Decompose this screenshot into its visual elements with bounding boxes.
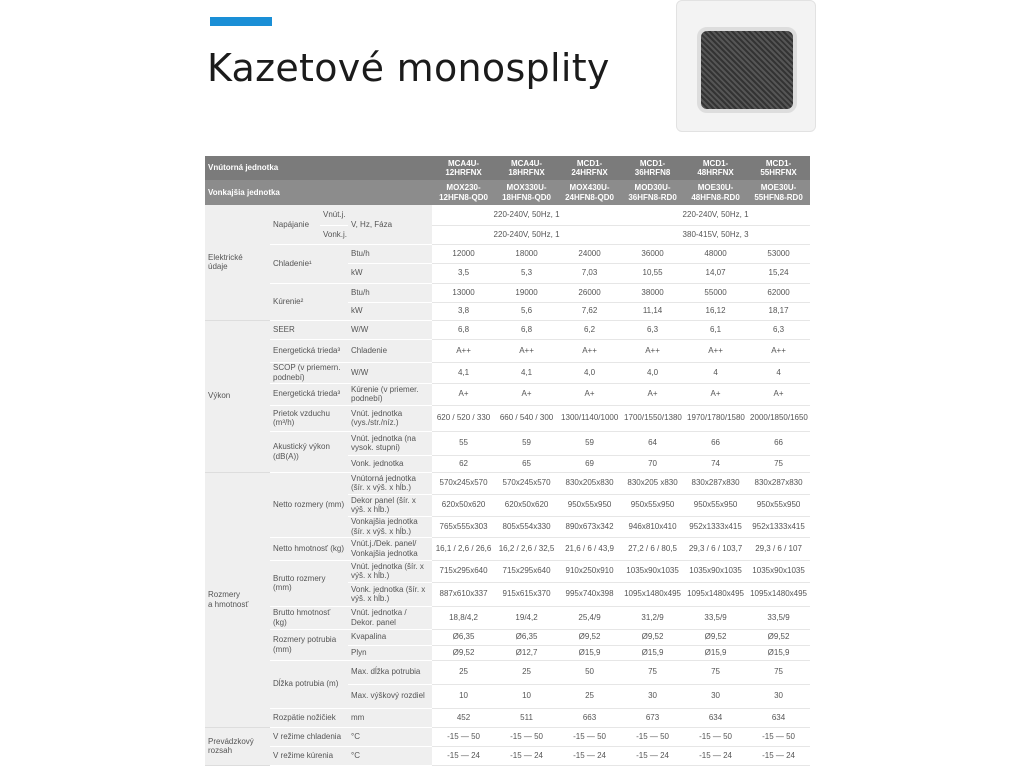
value-cell: 915x615x370 [495,582,558,606]
value-cell: 4,0 [558,362,621,383]
value-cell: 452 [432,708,495,727]
value-cell: 24000 [558,244,621,263]
table-row [205,405,810,431]
value-cell: 6,1 [684,320,747,339]
value-cell: 33,5/9 [684,606,747,629]
value-cell: 29,3 / 6 / 107 [747,537,810,560]
value-cell: 6,3 [621,320,684,339]
value-cell: 75 [684,660,747,684]
row-unit: Dekor panel (šír. x výš. x hĺb.) [348,494,432,516]
table-row [205,320,810,339]
table-row [205,431,810,455]
value-cell: Ø6,35 [495,629,558,645]
value-cell: -15 — 24 [495,746,558,765]
value-cell: 660 / 540 / 300 [495,405,558,431]
accent-bar [210,17,272,26]
outdoor-model: MOX330U- 18HFN8-QD0 [495,180,558,205]
value-cell: 30 [684,684,747,708]
value-cell: 75 [621,660,684,684]
value-cell: 70 [621,455,684,472]
value-cell: 30 [747,684,810,708]
value-cell: 887x610x337 [432,582,495,606]
value-cell: 511 [495,708,558,727]
value-cell: 910x250x910 [558,560,621,582]
row-label: Kúrenie² [270,283,348,320]
row-unit: Vonk. jednotka (šír. x výš. x hĺb.) [348,582,432,606]
value-cell: 16,12 [684,302,747,320]
value-cell: 75 [747,660,810,684]
value-cell: Ø9,52 [558,629,621,645]
value-cell: 6,3 [747,320,810,339]
header-row-outdoor [205,180,810,205]
value-cell: 830x287x830 [684,472,747,494]
row-unit: Vnút. jednotka / Dekor. panel [348,606,432,629]
value-cell: A+ [432,383,495,405]
table-row [205,660,810,684]
value-cell: 7,62 [558,302,621,320]
value-cell: 62 [432,455,495,472]
product-image-cassette-unit [676,0,816,132]
value-cell: 59 [495,431,558,455]
value-cell: 950x55x950 [684,494,747,516]
indoor-model: MCA4U- 12HRFNX [432,156,495,180]
value-cell: 952x1333x415 [747,516,810,537]
indoor-model: MCD1- 36HRFN8 [621,156,684,180]
indoor-unit-label: Vnútorná jednotka [205,156,432,180]
header-row-indoor [205,156,810,180]
row-unit: Btu/h [348,283,432,302]
value-cell: A+ [558,383,621,405]
table-row [205,283,810,302]
value-cell: 13000 [432,283,495,302]
value-cell: 1035x90x1035 [747,560,810,582]
value-cell: Ø6,35 [432,629,495,645]
value-cell: Ø15,9 [684,645,747,660]
page-title: Kazetové monosplity [207,46,610,90]
value-cell: 6,8 [432,320,495,339]
row-label: Rozpätie nožičiek [270,708,348,727]
value-cell: 62000 [747,283,810,302]
table-row [205,746,810,765]
value-cell: Ø15,9 [558,645,621,660]
value-cell: 10 [495,684,558,708]
value-cell: A++ [432,339,495,362]
row-unit: mm [348,708,432,727]
row-unit: W/W [348,362,432,383]
value-cell: 21,6 / 6 / 43,9 [558,537,621,560]
row-unit: Max. dĺžka potrubia [348,660,432,684]
outdoor-model: MOX230- 12HFN8-QD0 [432,180,495,205]
outdoor-model: MOD30U- 36HFN8-RD0 [621,180,684,205]
value-cell: 1035x90x1035 [621,560,684,582]
table-row [205,727,810,746]
outdoor-model: MOE30U- 48HFN8-RD0 [684,180,747,205]
value-cell: 380-415V, 50Hz, 3 [621,225,810,244]
row-label: Prietok vzduchu (m³/h) [270,405,348,431]
product-grille [697,27,797,113]
row-unit: Vnút. jednotka (vys./str./níz.) [348,405,432,431]
table-row [205,537,810,560]
value-cell: Ø9,52 [621,629,684,645]
table-row [205,629,810,645]
row-sublabel: Vnút.j. [320,205,348,225]
row-label: Napájanie [270,205,320,244]
value-cell: -15 — 24 [747,746,810,765]
value-cell: 220-240V, 50Hz, 1 [432,225,621,244]
value-cell: 19/4,2 [495,606,558,629]
value-cell: 220-240V, 50Hz, 1 [621,205,810,225]
value-cell: 66 [684,431,747,455]
row-label: Brutto rozmery (mm) [270,560,348,606]
value-cell: 1095x1480x495 [747,582,810,606]
value-cell: 75 [747,455,810,472]
row-unit: Btu/h [348,244,432,263]
value-cell: -15 — 24 [621,746,684,765]
group-label: Rozmery a hmotnosť [205,472,270,727]
row-unit: Kvapalina [348,629,432,645]
value-cell: 3,8 [432,302,495,320]
value-cell: -15 — 24 [558,746,621,765]
row-unit: Max. výškový rozdiel [348,684,432,708]
value-cell: 25 [558,684,621,708]
value-cell: Ø9,52 [747,629,810,645]
value-cell: 29,3 / 6 / 103,7 [684,537,747,560]
value-cell: Ø15,9 [621,645,684,660]
value-cell: A++ [621,339,684,362]
table-row [205,383,810,405]
value-cell: 952x1333x415 [684,516,747,537]
table-row [205,339,810,362]
row-unit: Vonk. jednotka [348,455,432,472]
row-unit: Chladenie [348,339,432,362]
table-row [205,472,810,494]
value-cell: 890x673x342 [558,516,621,537]
value-cell: A+ [684,383,747,405]
row-unit: Vnút. jednotka (šír. x výš. x hĺb.) [348,560,432,582]
indoor-model: MCD1- 24HRFNX [558,156,621,180]
value-cell: 18,8/4,2 [432,606,495,629]
value-cell: 48000 [684,244,747,263]
value-cell: 53000 [747,244,810,263]
row-unit: °C [348,746,432,765]
value-cell: -15 — 50 [684,727,747,746]
value-cell: 66 [747,431,810,455]
value-cell: 12000 [432,244,495,263]
outdoor-model: MOE30U- 55HFN8-RD0 [747,180,810,205]
row-label: SCOP (v priemern. podnebí) [270,362,348,383]
value-cell: A+ [621,383,684,405]
value-cell: 620 / 520 / 330 [432,405,495,431]
value-cell: 663 [558,708,621,727]
table-row [205,708,810,727]
value-cell: 59 [558,431,621,455]
value-cell: 16,1 / 2,6 / 26,6 [432,537,495,560]
row-unit: °C [348,727,432,746]
value-cell: 27,2 / 6 / 80,5 [621,537,684,560]
value-cell: -15 — 50 [747,727,810,746]
row-unit: V, Hz, Fáza [348,205,432,244]
value-cell: -15 — 50 [432,727,495,746]
value-cell: 830x205 x830 [621,472,684,494]
row-label: Akustický výkon (dB(A)) [270,431,348,472]
row-label: Netto hmotnosť (kg) [270,537,348,560]
value-cell: 15,24 [747,263,810,283]
value-cell: 31,2/9 [621,606,684,629]
value-cell: 1095x1480x495 [621,582,684,606]
value-cell: 673 [621,708,684,727]
value-cell: -15 — 24 [684,746,747,765]
value-cell: 830x205x830 [558,472,621,494]
value-cell: 620x50x620 [495,494,558,516]
value-cell: 4,1 [495,362,558,383]
value-cell: 10,55 [621,263,684,283]
value-cell: 570x245x570 [432,472,495,494]
value-cell: 634 [684,708,747,727]
value-cell: 7,03 [558,263,621,283]
row-label: V režime chladenia [270,727,348,746]
value-cell: 14,07 [684,263,747,283]
value-cell: 220-240V, 50Hz, 1 [432,205,621,225]
value-cell: 3,5 [432,263,495,283]
value-cell: 4,0 [621,362,684,383]
row-unit: kW [348,302,432,320]
value-cell: 950x55x950 [621,494,684,516]
row-unit: kW [348,263,432,283]
value-cell: 50 [558,660,621,684]
value-cell: 1095x1480x495 [684,582,747,606]
value-cell: 830x287x830 [747,472,810,494]
value-cell: 765x555x303 [432,516,495,537]
row-label: Chladenie¹ [270,244,348,283]
indoor-model: MCA4U- 18HRFNX [495,156,558,180]
row-unit: Plyn [348,645,432,660]
indoor-model: MCD1- 48HRFNX [684,156,747,180]
table-row [205,362,810,383]
value-cell: 25 [432,660,495,684]
value-cell: 16,2 / 2,6 / 32,5 [495,537,558,560]
row-unit: Vnút.j./Dek. panel/ Vonkajšia jednotka [348,537,432,560]
value-cell: -15 — 24 [432,746,495,765]
outdoor-unit-label: Vonkajšia jednotka [205,180,432,205]
value-cell: A++ [495,339,558,362]
row-sublabel: Vonk.j. [320,225,348,244]
value-cell: 26000 [558,283,621,302]
indoor-model: MCD1- 55HRFNX [747,156,810,180]
value-cell: 33,5/9 [747,606,810,629]
value-cell: A++ [684,339,747,362]
table-row [205,606,810,629]
value-cell: 11,14 [621,302,684,320]
row-label: Energetická trieda³ [270,339,348,362]
value-cell: -15 — 50 [621,727,684,746]
row-unit: Vnút. jednotka (na vysok. stupni) [348,431,432,455]
row-unit: Vonkajšia jednotka (šír. x výš. x hĺb.) [348,516,432,537]
value-cell: 570x245x570 [495,472,558,494]
row-unit: Vnútorná jednotka (šír. x výš. x hĺb.) [348,472,432,494]
value-cell: 55000 [684,283,747,302]
row-label: Netto rozmery (mm) [270,472,348,537]
value-cell: 36000 [621,244,684,263]
value-cell: 805x554x330 [495,516,558,537]
value-cell: A++ [747,339,810,362]
value-cell: -15 — 50 [558,727,621,746]
value-cell: 950x55x950 [558,494,621,516]
value-cell: Ø15,9 [747,645,810,660]
value-cell: 18,17 [747,302,810,320]
value-cell: 25,4/9 [558,606,621,629]
value-cell: 30 [621,684,684,708]
row-label: V režime kúrenia [270,746,348,765]
value-cell: 620x50x620 [432,494,495,516]
value-cell: 4,1 [432,362,495,383]
row-unit: Kúrenie (v priemer. podnebí) [348,383,432,405]
value-cell: 2000/1850/1650 [747,405,810,431]
value-cell: 4 [747,362,810,383]
value-cell: A++ [558,339,621,362]
value-cell: Ø9,52 [684,629,747,645]
value-cell: Ø12,7 [495,645,558,660]
value-cell: 715x295x640 [432,560,495,582]
value-cell: 10 [432,684,495,708]
value-cell: 1300/1140/1000 [558,405,621,431]
group-label: Výkon [205,320,270,472]
row-label: Dĺžka potrubia (m) [270,660,348,708]
value-cell: 1970/1780/1580 [684,405,747,431]
value-cell: 4 [684,362,747,383]
value-cell: 6,8 [495,320,558,339]
row-label: Brutto hmotnosť (kg) [270,606,348,629]
value-cell: 6,2 [558,320,621,339]
table-row [205,244,810,263]
value-cell: Ø9,52 [432,645,495,660]
value-cell: 69 [558,455,621,472]
value-cell: 18000 [495,244,558,263]
outdoor-model: MOX430U- 24HFN8-QD0 [558,180,621,205]
value-cell: 64 [621,431,684,455]
value-cell: 995x740x398 [558,582,621,606]
table-row [205,560,810,582]
row-unit: W/W [348,320,432,339]
value-cell: 65 [495,455,558,472]
group-label: Prevádzkový rozsah [205,727,270,765]
value-cell: 74 [684,455,747,472]
row-label: Energetická trieda³ [270,383,348,405]
value-cell: 946x810x410 [621,516,684,537]
value-cell: 1035x90x1035 [684,560,747,582]
value-cell: 5,3 [495,263,558,283]
value-cell: 950x55x950 [747,494,810,516]
value-cell: A+ [747,383,810,405]
value-cell: 38000 [621,283,684,302]
value-cell: 55 [432,431,495,455]
row-label: SEER [270,320,348,339]
table-row-power-indoor [205,205,810,225]
row-label: Rozmery potrubia (mm) [270,629,348,660]
spec-table [205,156,810,766]
value-cell: A+ [495,383,558,405]
value-cell: 715x295x640 [495,560,558,582]
value-cell: 19000 [495,283,558,302]
group-label: Elektrické údaje [205,205,270,320]
value-cell: 634 [747,708,810,727]
value-cell: 1700/1550/1380 [621,405,684,431]
value-cell: 5,6 [495,302,558,320]
value-cell: 25 [495,660,558,684]
value-cell: -15 — 50 [495,727,558,746]
